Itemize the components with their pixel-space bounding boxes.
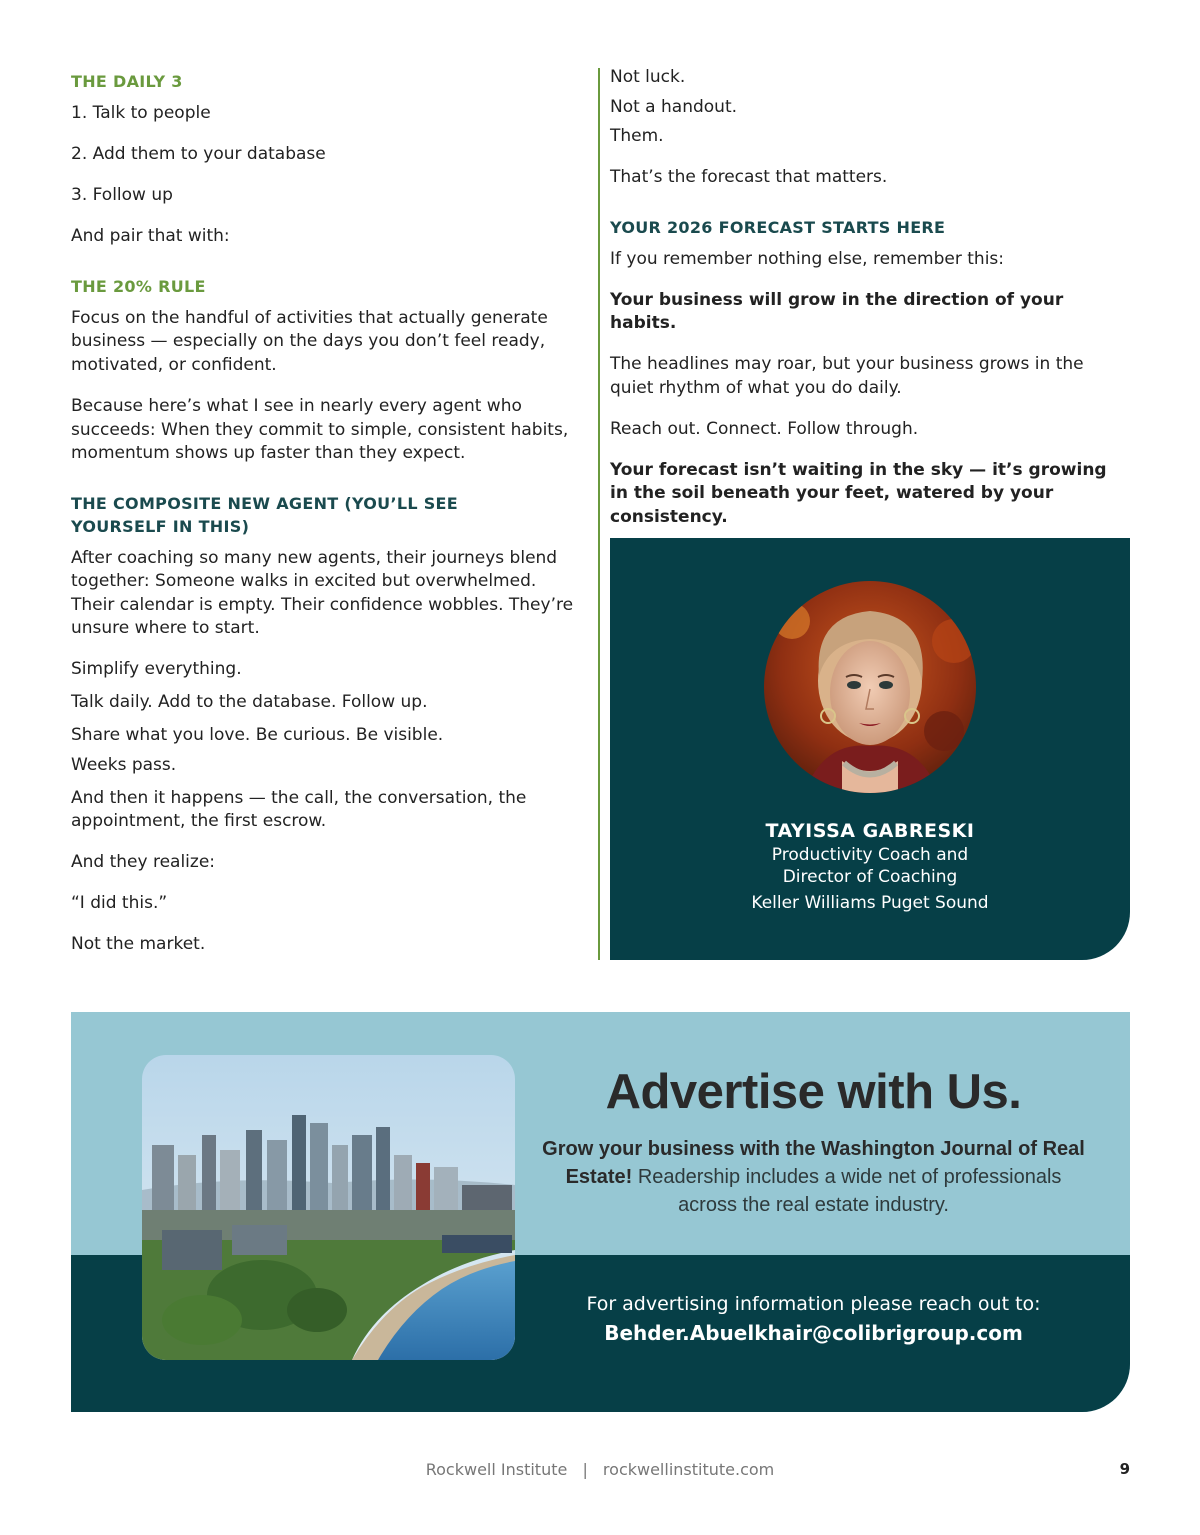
simplify-text: Simplify everything. — [71, 659, 242, 679]
talk-daily-text: Talk daily. Add to the database. Follow up. — [71, 692, 428, 712]
realize-text: And they realize: — [71, 852, 216, 872]
author-title-line-2: Director of Coaching — [782, 867, 958, 887]
pair-text: And pair that with: — [71, 226, 230, 246]
share-text: Share what you love. Be curious. Be visible. — [71, 725, 444, 745]
daily-item-2: 2. Add them to your database — [71, 144, 326, 164]
author-title — [610, 844, 1130, 888]
not-luck-text: Not luck. — [610, 67, 686, 87]
quote-text: “I did this.” — [71, 893, 168, 913]
daily-item-3: 3. Follow up — [71, 185, 173, 205]
advertise-description-bold: Grow your business with the Washington Journal of Real Estate! — [542, 1138, 1085, 1188]
not-market-text: Not the market. — [71, 934, 206, 954]
not-handout-text: Not a handout. — [610, 96, 738, 117]
remember-text: If you remember nothing else, remember this: — [610, 248, 1004, 269]
happens-text: And then it happens — the call, the conversation, the appointment, the first escrow. — [71, 787, 527, 831]
advertise-description-rest: Readership includes a wide net of professionals across the real estate industry. — [632, 1166, 1062, 1216]
rule-paragraph-1: Focus on the handful of activities that actually generate business — especially on the days you don’t feel ready, motivated, or confident. — [71, 307, 548, 375]
closing-text: Your forecast isn’t waiting in the sky — it’s growing in the soil beneath your feet, watered by your consistency. — [610, 459, 1107, 527]
grow-habits-text: Your business will grow in the direction of your habits. — [610, 289, 1064, 333]
author-name: TAYISSA GABRESKI — [765, 820, 975, 842]
author-profile-card — [610, 538, 1130, 960]
daily-item-1: 1. Talk to people — [71, 103, 211, 123]
forecast-matters-text: That’s the forecast that matters. — [610, 167, 888, 187]
left-column — [71, 70, 581, 957]
page-number: 9 — [1119, 1460, 1130, 1478]
reach-out-text: Reach out. Connect. Follow through. — [610, 418, 919, 439]
author-photo — [764, 581, 976, 793]
column-divider — [598, 68, 600, 960]
advertise-contact — [541, 1290, 1086, 1348]
headlines-text: The headlines may roar, but your business grows in the quiet rhythm of what you do daily. — [610, 354, 1084, 398]
advertise-banner — [71, 1012, 1130, 1412]
footer-org: Rockwell Institute — [425, 1460, 568, 1479]
advertise-email-link[interactable]: Behder.Abuelkhair@colibrigroup.com — [604, 1321, 1023, 1345]
footer-separator: | — [582, 1460, 588, 1479]
heading-daily-3: THE DAILY 3 — [71, 72, 183, 91]
author-title-line-1: Productivity Coach and — [771, 845, 969, 865]
right-column — [610, 66, 1130, 529]
them-text: Them. — [610, 126, 664, 146]
heading-20-rule: THE 20% RULE — [71, 276, 206, 296]
composite-paragraph: After coaching so many new agents, their journeys blend together: Someone walks in excited but overwhelmed. Their calendar is empty. Their confidence wobbles. They’re unsure where to start. — [71, 547, 574, 638]
heading-composite-agent: THE COMPOSITE NEW AGENT (YOU’LL SEE YOURSELF IN THIS) — [71, 493, 458, 536]
advertise-description — [541, 1135, 1086, 1219]
heading-2026-forecast: YOUR 2026 FORECAST STARTS HERE — [610, 217, 946, 237]
seattle-skyline-image — [142, 1055, 515, 1360]
author-company: Keller Williams Puget Sound — [751, 893, 989, 913]
advertise-contact-line: For advertising information please reach out to: — [586, 1293, 1041, 1315]
rule-paragraph-2: Because here’s what I see in nearly every agent who succeeds: When they commit to simple, consistent habits, momentum shows up faster than they expect. — [71, 396, 569, 463]
advertise-title: Advertise with Us. — [605, 1065, 1022, 1119]
footer-website-link[interactable]: rockwellinstitute.com — [602, 1460, 775, 1479]
page-footer — [0, 1460, 1200, 1479]
weeks-text: Weeks pass. — [71, 754, 177, 775]
